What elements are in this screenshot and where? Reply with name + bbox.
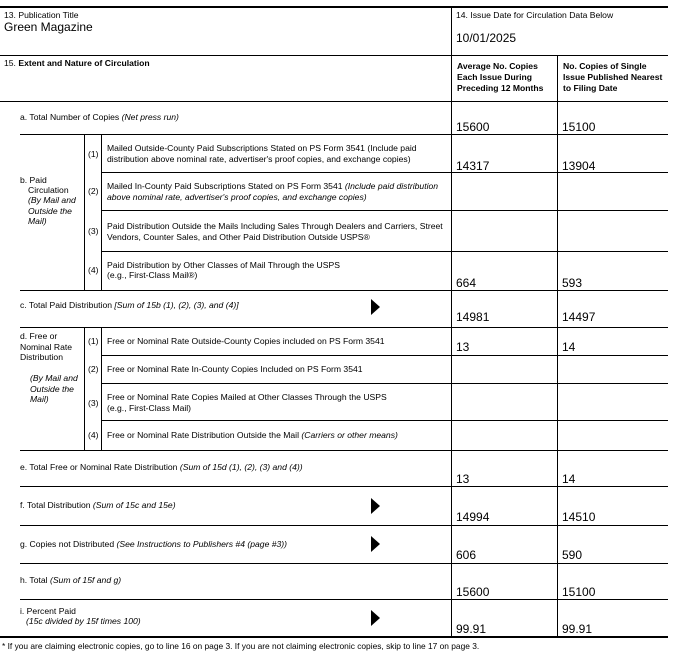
issue-date-label: 14. Issue Date for Circulation Data Below bbox=[456, 10, 614, 20]
col-divider bbox=[101, 327, 102, 450]
row-i-single: 99.91 bbox=[562, 622, 593, 636]
row-d3-text: Free or Nominal Rate Copies Mailed at Other Classes Through the USPS bbox=[107, 392, 387, 402]
row-d1-text: Free or Nominal Rate Outside-County Copies included on PS Form 3541 bbox=[107, 336, 385, 346]
arrow-right-icon bbox=[371, 536, 380, 552]
row-e-label bbox=[20, 462, 303, 473]
col-divider bbox=[101, 134, 102, 290]
row-e-note: (Sum of 15d (1), (2), (3) and (4)) bbox=[179, 462, 303, 472]
row-b-group-note bbox=[28, 195, 82, 227]
rule bbox=[101, 420, 668, 421]
row-h-label bbox=[20, 575, 121, 586]
row-a-single: 15100 bbox=[562, 120, 596, 134]
row-b1-text: Mailed Outside-County Paid Subscriptions Stated on PS Form 3541 (Include paid distribution above nominal rate, advertiser's proof copies, and exchange copies) bbox=[107, 143, 417, 164]
extent-num: 15. bbox=[4, 58, 16, 68]
col-divider bbox=[557, 56, 558, 637]
bottom-border bbox=[0, 636, 668, 638]
row-d-group-note bbox=[30, 373, 82, 405]
row-b1-avg: 14317 bbox=[456, 159, 490, 173]
row-f-avg: 14994 bbox=[456, 510, 490, 524]
row-e-single: 14 bbox=[562, 472, 576, 486]
row-i-note-text: (15c divided by 15f times 100) bbox=[26, 616, 141, 626]
row-b3-text: Paid Distribution Outside the Mails Including Sales Through Dealers and Carriers, Street Vendors, Counter Sales, and Other Paid Distribution Outside USPS® bbox=[107, 221, 443, 242]
row-a-label bbox=[20, 112, 179, 123]
row-d1-num: (1) bbox=[88, 336, 99, 346]
rule bbox=[20, 450, 668, 451]
row-b2-num: (2) bbox=[88, 186, 99, 196]
row-b2-text-main: Mailed In-County Paid Subscriptions Stated on PS Form 3541 bbox=[107, 181, 345, 191]
rule bbox=[20, 599, 668, 600]
row-d4-text-main: Free or Nominal Rate Distribution Outside the Mail bbox=[107, 430, 302, 440]
rule bbox=[20, 290, 668, 291]
row-h-avg: 15600 bbox=[456, 585, 490, 599]
row-c-text: c. Total Paid Distribution bbox=[20, 300, 115, 310]
row-b2-text bbox=[107, 181, 447, 202]
row-a-text: a. Total Number of Copies bbox=[20, 112, 120, 122]
col-divider bbox=[84, 327, 85, 450]
footnote: * If you are claiming electronic copies, go to line 16 on page 3. If you are not claiming electronic copies, skip to line 17 on page 3. bbox=[2, 641, 480, 651]
row-b-group-label2: Circulation bbox=[28, 185, 69, 195]
row-b3-num: (3) bbox=[88, 226, 99, 236]
row-i-note bbox=[26, 616, 141, 627]
top-border bbox=[0, 6, 668, 8]
pub-title-label: 13. Publication Title bbox=[4, 10, 79, 20]
row-b4-text2: (e.g., First-Class Mail®) bbox=[107, 270, 198, 280]
row-i-label: i. Percent Paid bbox=[20, 606, 76, 616]
row-d2-text: Free or Nominal Rate In-County Copies Included on PS Form 3541 bbox=[107, 364, 363, 374]
row-c-label bbox=[20, 300, 239, 311]
row-d4-text-italic: (Carriers or other means) bbox=[301, 430, 398, 440]
row-h-text: h. Total bbox=[20, 575, 50, 585]
row-g-avg: 606 bbox=[456, 548, 477, 562]
col-single-header: No. Copies of Single Issue Published Nearest to Filing Date bbox=[563, 61, 663, 93]
rule bbox=[101, 210, 668, 211]
col-avg-header: Average No. Copies Each Issue During Preceding 12 Months bbox=[457, 61, 544, 93]
rule bbox=[101, 383, 668, 384]
row-a-avg: 15600 bbox=[456, 120, 490, 134]
row-g-text: g. Copies not Distributed bbox=[20, 539, 117, 549]
row-a-note: (Net press run) bbox=[121, 112, 179, 122]
row-d3-num: (3) bbox=[88, 398, 99, 408]
pub-title: Green Magazine bbox=[4, 20, 93, 34]
row-e-avg: 13 bbox=[456, 472, 470, 486]
rule bbox=[20, 525, 668, 526]
row-d1-avg: 13 bbox=[456, 340, 470, 354]
extent-heading bbox=[4, 58, 150, 69]
row-h-single: 15100 bbox=[562, 585, 596, 599]
row-g-note: (See Instructions to Publishers #4 (page #3)) bbox=[116, 539, 288, 549]
row-b4-single: 593 bbox=[562, 276, 583, 290]
row-f-text: f. Total Distribution bbox=[20, 500, 93, 510]
rule bbox=[101, 355, 668, 356]
row-b4-text: Paid Distribution by Other Classes of Mail Through the USPS bbox=[107, 260, 340, 270]
rule bbox=[0, 101, 668, 102]
row-d2-num: (2) bbox=[88, 364, 99, 374]
row-b2-text-italic: (Include paid distribution above nominal rate, advertiser's proof copies, and exchange copies) bbox=[107, 181, 439, 202]
row-f-note: (Sum of 15c and 15e) bbox=[92, 500, 176, 510]
row-f-label bbox=[20, 500, 176, 511]
row-b1-single: 13904 bbox=[562, 159, 596, 173]
row-d1-single: 14 bbox=[562, 340, 576, 354]
row-i-avg: 99.91 bbox=[456, 622, 487, 636]
row-f-single: 14510 bbox=[562, 510, 596, 524]
issue-date: 10/01/2025 bbox=[456, 31, 517, 45]
row-c-note: [Sum of 15b (1), (2), (3), and (4)] bbox=[114, 300, 239, 310]
row-c-avg: 14981 bbox=[456, 310, 490, 324]
row-d3-text2: (e.g., First-Class Mail) bbox=[107, 403, 192, 413]
arrow-right-icon bbox=[371, 299, 380, 315]
row-g-label bbox=[20, 539, 287, 550]
row-g-single: 590 bbox=[562, 548, 583, 562]
row-b1-num: (1) bbox=[88, 149, 99, 159]
rule bbox=[20, 486, 668, 487]
row-d-group-note-text: (By Mail and Outside the Mail) bbox=[30, 373, 78, 404]
arrow-right-icon bbox=[371, 610, 380, 626]
row-d4-text bbox=[107, 430, 398, 441]
row-b4-num: (4) bbox=[88, 265, 99, 275]
rule bbox=[101, 251, 668, 252]
rule bbox=[20, 327, 668, 328]
col-divider bbox=[84, 134, 85, 290]
rule bbox=[20, 563, 668, 564]
col-divider bbox=[451, 6, 452, 637]
rule bbox=[20, 134, 668, 135]
arrow-right-icon bbox=[371, 498, 380, 514]
rule bbox=[0, 55, 668, 56]
row-d-group-label: d. Free or Nominal Rate Distribution bbox=[20, 331, 73, 362]
row-c-single: 14497 bbox=[562, 310, 596, 324]
row-h-note: (Sum of 15f and g) bbox=[49, 575, 122, 585]
extent-label: Extent and Nature of Circulation bbox=[18, 58, 150, 68]
row-b-group-label: b. Paid bbox=[20, 175, 47, 185]
row-b4-avg: 664 bbox=[456, 276, 477, 290]
row-d4-num: (4) bbox=[88, 430, 99, 440]
row-e-text: e. Total Free or Nominal Rate Distribution bbox=[20, 462, 180, 472]
row-b-group-note-text: (By Mail and Outside the Mail) bbox=[28, 195, 76, 226]
